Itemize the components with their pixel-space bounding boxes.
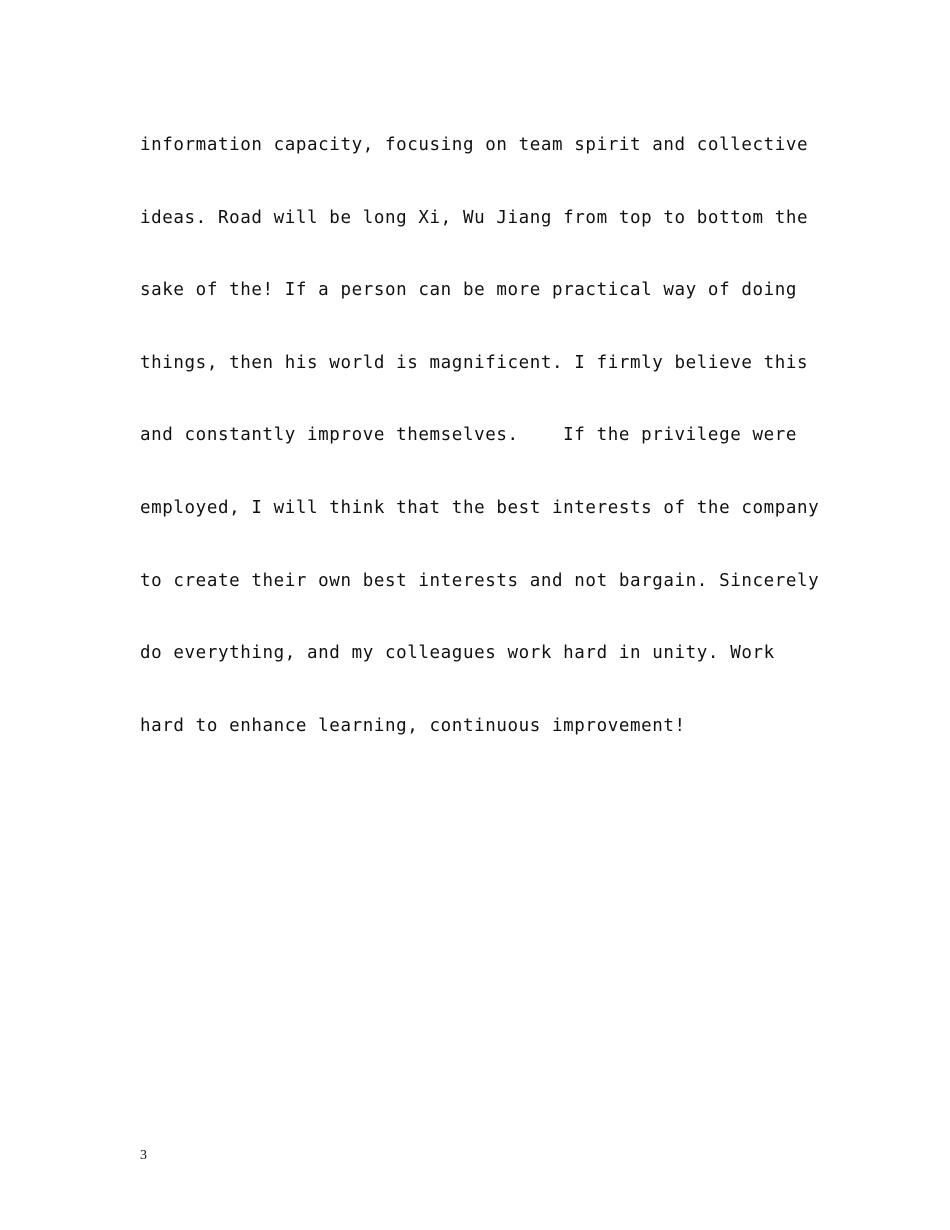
text-line: employed, I will think that the best interests of the company (140, 497, 820, 518)
text-line: do everything, and my colleagues work hard in unity. Work (140, 643, 775, 664)
text-line: information capacity, focusing on team spirit and collective (140, 135, 809, 155)
text-line: sake of the! If a person can be more practical way of doing (140, 280, 798, 301)
text-line: ideas. Road will be long Xi, Wu Jiang from top to bottom the (140, 207, 809, 228)
text-line: to create their own best interests and not bargain. Sincerely (140, 570, 820, 591)
text-line: hard to enhance learning, continuous improvement! (140, 715, 686, 736)
page-number: 3 (140, 1148, 147, 1163)
text-line: things, then his world is magnificent. I firmly believe this (140, 352, 809, 373)
body-paragraph (140, 127, 820, 780)
text-line: and constantly improve themselves. If the privilege were (140, 425, 798, 446)
